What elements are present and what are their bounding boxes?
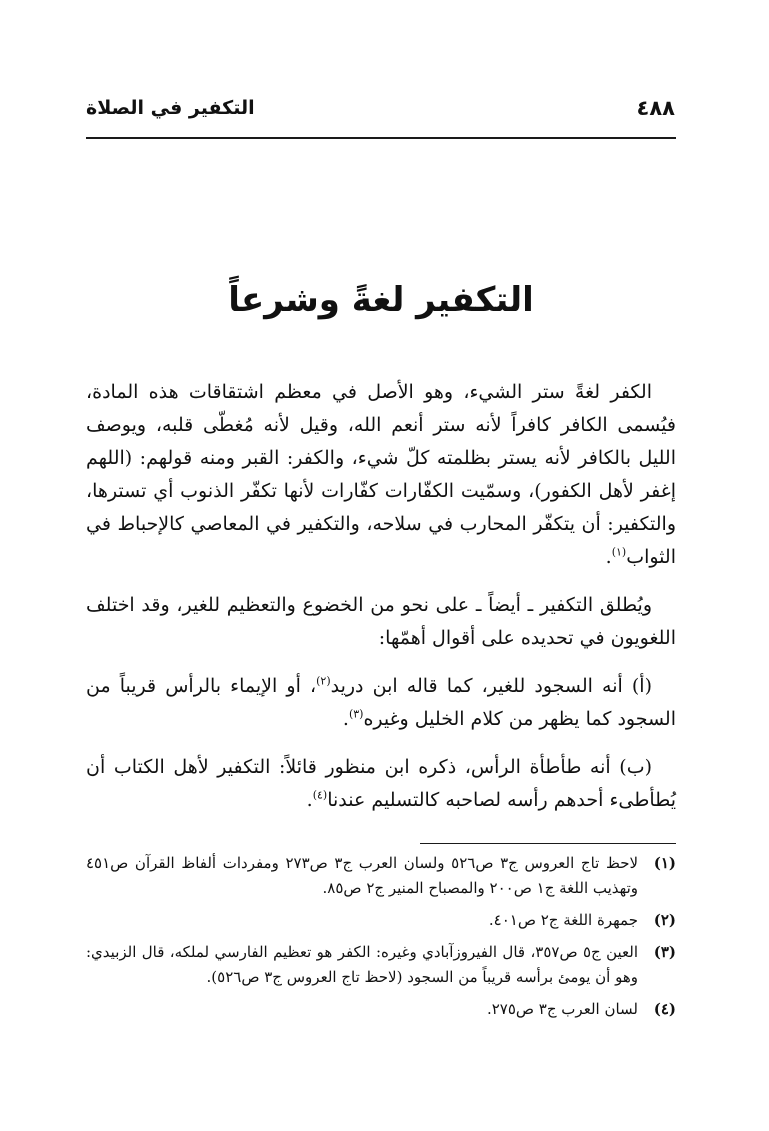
header-rule — [86, 137, 676, 139]
footnote-marker: (٢) — [316, 674, 331, 688]
footnote-number: (٢) — [653, 911, 676, 929]
footnote — [86, 940, 676, 990]
paragraph — [86, 670, 676, 736]
footnote-text: جمهرة اللغة ج٢ ص٤٠١. — [488, 911, 638, 929]
paragraph-end: . — [342, 708, 349, 730]
paragraph-text: الكفر لغةً ستر الشيء، وهو الأصل في معظم اشتقاقات هذه المادة، فيُسمى الكافر كافراً لأنه ستر أنعم الله، وقيل لأنه مُغطّى قلبه، ويوصف الليل بالكافر لأنه يستر بظلمته كلّ شيء، والكفر: القبر ومنه قولهم: (اللهم إغفر لأهل الكفور)، وسمّيت الكفّارات كفّارات لأنها تكفّر الذنوب أي تسترها، والتكفير: أن يتكفّر المحارب في سلاحه، والتكفير في المعاصي كالإحباط في الثواب — [86, 381, 676, 568]
footnote-marker: (٤) — [312, 788, 328, 802]
chapter-title: التكفير لغةً وشرعاً — [228, 280, 534, 320]
footnote-marker: (٣) — [348, 707, 364, 721]
footnote — [86, 851, 676, 901]
footnotes — [86, 851, 676, 1029]
running-title: التكفير في الصلاة — [86, 97, 255, 119]
paragraph-text: (أ) أنه السجود للغير، كما قاله ابن دريد — [330, 675, 652, 697]
footnote — [86, 908, 676, 933]
body-text — [86, 376, 676, 832]
footnote-text: لاحظ تاج العروس ج٣ ص٥٢٦ ولسان العرب ج٣ ص٢٧٣ ومفردات ألفاظ القرآن ص٤٥١ وتهذيب اللغة ج١ ص٢٠٠ والمصباح المنير ج٢ ص٨٥. — [86, 854, 639, 897]
paragraph-text: ويُطلق التكفير ـ أيضاً ـ على نحو من الخضوع والتعظيم للغير، وقد اختلف اللغويون في تحديده على أقوال أهمّها: — [86, 594, 676, 649]
footnote-number: (٤) — [653, 1000, 676, 1018]
running-head — [86, 92, 675, 124]
paragraph-text: (ب) أنه طأطأة الرأس، ذكره ابن منظور قائلاً: التكفير لأهل الكتاب أن يُطأطىء أحدهم رأسه لصاحبه كالتسليم عندنا — [86, 756, 676, 811]
footnote-text: لسان العرب ج٣ ص٢٧٥. — [486, 1000, 638, 1018]
paragraph — [86, 751, 676, 817]
paragraph-end: . — [306, 789, 313, 811]
paragraph-end: . — [605, 546, 612, 568]
page-number: ٤٨٨ — [636, 96, 675, 120]
footnote — [86, 997, 676, 1022]
footnote-number: (٣) — [653, 943, 676, 961]
paragraph — [86, 376, 676, 574]
paragraph-text-continued: ، أو الإيماء بالرأس قريباً من السجود كما يظهر من كلام الخليل وغيره — [86, 675, 676, 730]
footnote-marker: (١) — [611, 545, 627, 559]
footnote-text: العين ج٥ ص٣٥٧، قال الفيروزآبادي وغيره: الكفر هو تعظيم الفارسي لملكه، قال الزبيدي: وهو أن يومئ برأسه قريباً من السجود (لاحظ تاج العروس ج٣ ص٥٢٦). — [86, 943, 638, 986]
paragraph — [86, 589, 676, 655]
footnote-number: (١) — [653, 854, 676, 872]
footnote-rule — [420, 843, 676, 844]
